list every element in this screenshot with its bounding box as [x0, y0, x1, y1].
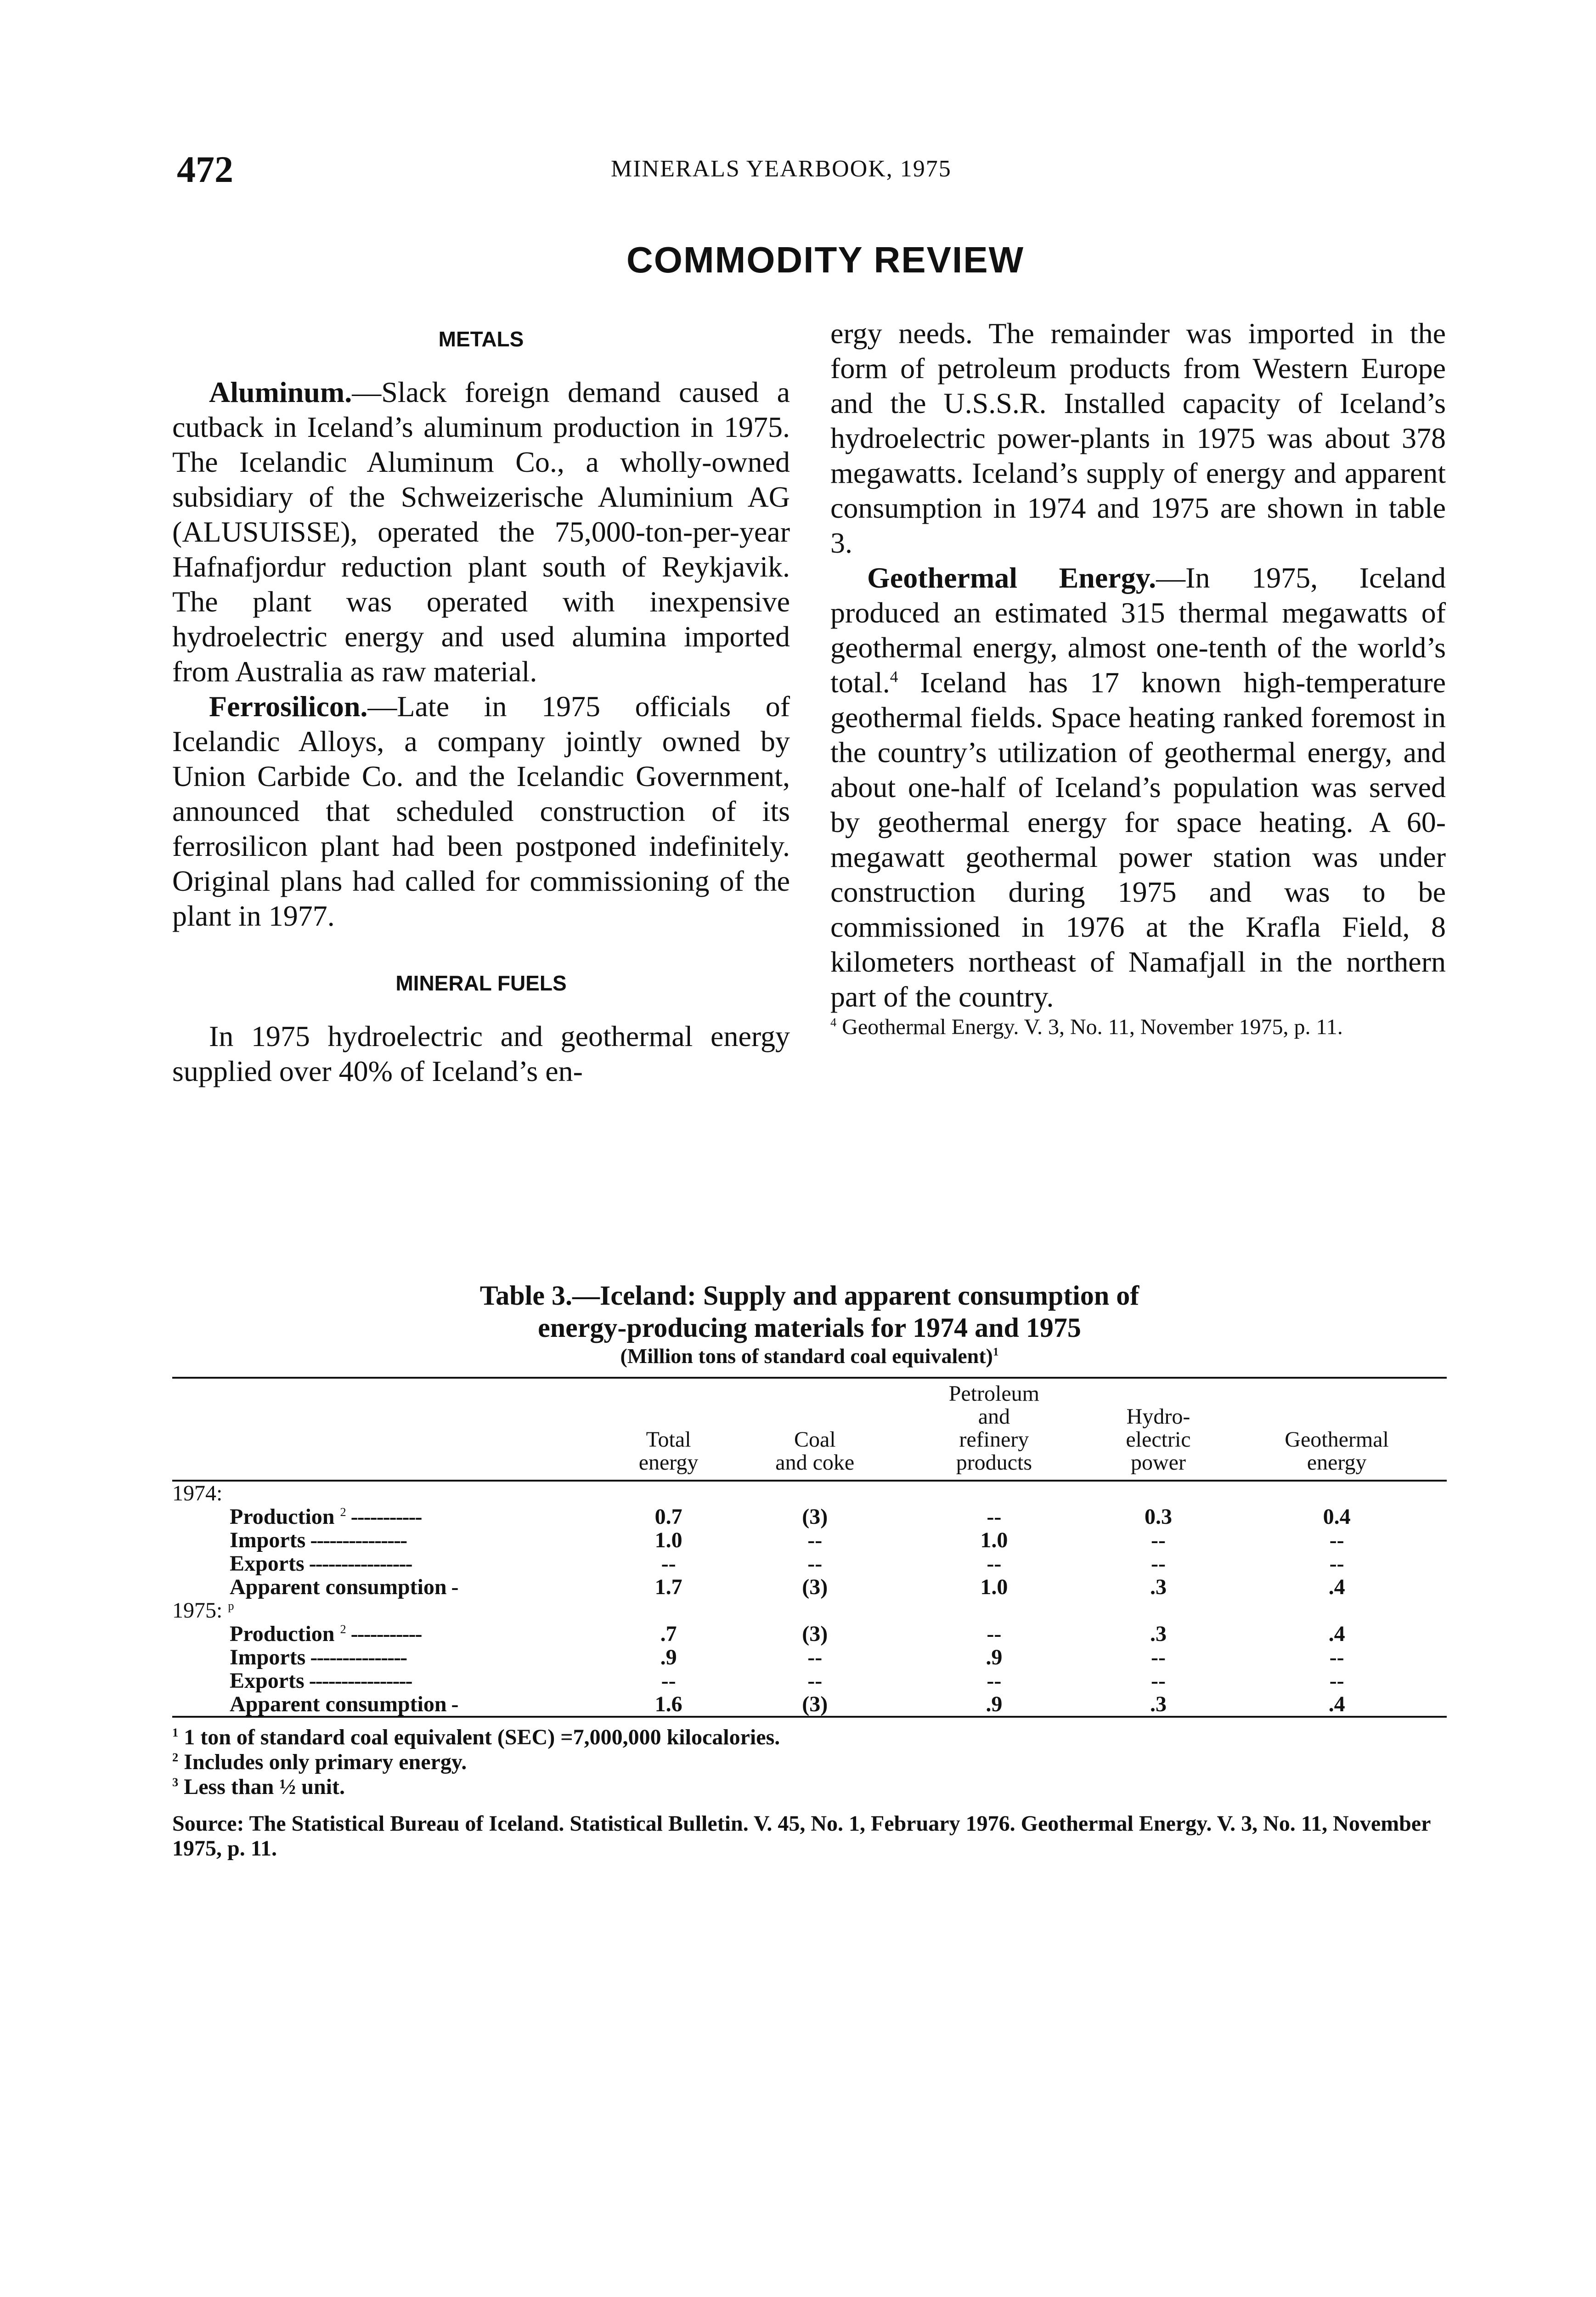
table-cell: --	[807, 1528, 823, 1552]
table-footnote-marker: 3	[172, 1775, 179, 1789]
header-line: Coal	[794, 1427, 836, 1452]
table-source: Source: The Statistical Bureau of Iceland. Statistical Bulletin. V. 45, No. 1, February 1976. Geothermal Energy. V. 3, No. 11, November 1975, p. 11.	[172, 1811, 1431, 1861]
mineral-fuels-heading: MINERAL FUELS	[395, 971, 567, 995]
table-footnote	[172, 1775, 1447, 1799]
dot-leader: -----------	[346, 1505, 422, 1529]
table-footnote	[172, 1750, 1447, 1775]
table-cell: 1.0	[980, 1528, 1008, 1552]
mineral-fuels-continuation: ergy needs. The remainder was imported in the form of petroleum products from Western Europe and the U.S.S.R. Installed capacity of Iceland’s hydroelectric power-plants in 1975 was about 378 megawatts. Iceland’s supply of energy and apparent consumption in 1974 and 1975 are shown in table 3.	[830, 317, 1446, 559]
table-row	[172, 1692, 1447, 1717]
table-row	[172, 1669, 1447, 1692]
geothermal-text-2: Iceland has 17 known high-temperature geothermal fields. Space heating ranked foremost in the country’s utilization of geothermal energy, and about one-half of Iceland’s population was served by geothermal energy for space heating. A 60-megawatt geothermal power station was under construction during 1975 and was to be commissioned in 1976 at the Krafla Field, 8 kilometers northeast of Namafjall in the northern part of the country.	[830, 666, 1446, 1013]
row-label-text: Production	[230, 1622, 335, 1646]
row-label	[172, 1669, 606, 1692]
header-hydroelectric-power	[1090, 1378, 1227, 1481]
running-title: MINERALS YEARBOOK, 1975	[611, 156, 952, 182]
geothermal-text-1: —In 1975, Iceland produced an estimated 315 thermal megawatts of geothermal energy, almost one-tenth of the world’s total.	[830, 561, 1446, 699]
table-footnote	[172, 1725, 1447, 1750]
table-cell: (3)	[802, 1622, 828, 1646]
table-footnote-text: Includes only primary energy.	[178, 1750, 467, 1774]
dot-leader: -	[446, 1575, 458, 1599]
table-row	[172, 1575, 1447, 1599]
table-cell: 0.7	[654, 1505, 682, 1529]
aluminum-label: Aluminum.	[209, 376, 352, 408]
table-cell: --	[1151, 1669, 1166, 1693]
row-label-text: Apparent consumption	[230, 1692, 447, 1716]
footnote-4	[830, 1014, 1446, 1040]
row-label	[172, 1692, 606, 1717]
preliminary-marker: p	[228, 1599, 234, 1612]
table-title-line-1: Table 3.—Iceland: Supply and apparent consumption of	[479, 1280, 1139, 1311]
table-cell: --	[1151, 1528, 1166, 1552]
row-label-text: Imports	[230, 1528, 306, 1552]
ferrosilicon-text: —Late in 1975 officials of Icelandic Alloys, a company jointly owned by Union Carbide Co. and the Icelandic Government, announced that scheduled construction of its ferrosilicon plant had been postponed indefinitely. Original plans had called for commissioning of the plant in 1977.	[172, 690, 790, 932]
year-text: 1974:	[172, 1481, 223, 1505]
year-label	[172, 1599, 606, 1622]
table-footnote-text: Less than ½ unit.	[178, 1775, 345, 1799]
table-cell: .9	[986, 1692, 1003, 1716]
row-label-text: Exports	[230, 1551, 305, 1576]
row-label	[172, 1528, 606, 1552]
table-subtitle-text: (Million tons of standard coal equivalent)	[620, 1344, 993, 1368]
table-cell: (3)	[802, 1575, 828, 1599]
dot-leader: -----------	[346, 1622, 422, 1646]
header-line: and coke	[775, 1450, 855, 1475]
header-line: power	[1131, 1450, 1186, 1475]
table-3	[172, 1279, 1447, 1861]
header-line: Hydro-	[1126, 1404, 1190, 1429]
mineral-fuels-intro: In 1975 hydroelectric and geothermal energy supplied over 40% of Iceland’s en-	[172, 1020, 790, 1087]
row-label-text: Exports	[230, 1669, 305, 1693]
row-label	[172, 1622, 606, 1646]
table-row	[172, 1528, 1447, 1552]
header-blank	[172, 1378, 606, 1481]
table-cell: .4	[1328, 1622, 1345, 1646]
table-cell: (3)	[802, 1692, 828, 1716]
table-cell: --	[987, 1669, 1002, 1693]
table-subtitle-footnote-ref: 1	[993, 1345, 999, 1358]
table-cell: 1.0	[654, 1528, 682, 1552]
table-cell: 1.6	[654, 1692, 682, 1716]
row-label	[172, 1552, 606, 1575]
table-cell: (3)	[802, 1505, 828, 1529]
table-cell: .7	[660, 1622, 677, 1646]
dot-leader: ---------------	[305, 1528, 407, 1552]
table-header-row	[172, 1378, 1447, 1481]
table-cell: 0.3	[1144, 1505, 1172, 1529]
header-coal-and-coke	[732, 1378, 898, 1481]
header-line: and	[978, 1404, 1010, 1429]
ferrosilicon-paragraph	[172, 689, 790, 934]
table-footnote-marker: 1	[172, 1726, 179, 1739]
table-cell: --	[1151, 1645, 1166, 1669]
row-label-text: Imports	[230, 1645, 306, 1669]
aluminum-text: —Slack foreign demand caused a cutback in Iceland’s aluminum production in 1975. The Icelandic Aluminum Co., a wholly-owned subsidiary of the Schweizerische Aluminium AG (ALUSUISSE), operated the 75,000-ton-per-year Hafnafjordur reduction plant south of Reykjavik. The plant was operated with inexpensive hydroelectric energy and used alumina imported from Australia as raw material.	[172, 376, 790, 688]
table-cell: --	[1329, 1551, 1344, 1576]
row-footnote-ref: 2	[340, 1622, 346, 1636]
year-label	[172, 1481, 606, 1505]
header-line: energy	[638, 1450, 699, 1475]
geothermal-paragraph	[830, 560, 1446, 1014]
header-petroleum-products	[898, 1378, 1090, 1481]
table-cell: --	[807, 1645, 823, 1669]
table-title-line-2: energy-producing materials for 1974 and 1975	[538, 1313, 1081, 1343]
header-line: Geothermal	[1285, 1427, 1389, 1452]
row-footnote-ref: 2	[340, 1505, 346, 1519]
header-line: refinery	[959, 1427, 1029, 1452]
table-row	[172, 1505, 1447, 1528]
table-cell: 1.7	[654, 1575, 682, 1599]
metals-heading: METALS	[438, 327, 524, 351]
footnote-4-text: Geothermal Energy. V. 3, No. 11, November 1975, p. 11.	[836, 1015, 1343, 1039]
table-cell: --	[987, 1551, 1002, 1576]
page-number: 472	[177, 148, 233, 190]
row-label	[172, 1505, 606, 1528]
energy-table	[172, 1377, 1447, 1718]
table-cell: .3	[1150, 1692, 1167, 1716]
table-title	[172, 1279, 1447, 1344]
header-line: Total	[646, 1427, 691, 1452]
table-footnote-text: 1 ton of standard coal equivalent (SEC) =7,000,000 kilocalories.	[178, 1725, 780, 1749]
ferrosilicon-label: Ferrosilicon.	[209, 690, 368, 723]
table-cell: --	[987, 1505, 1002, 1529]
table-cell: 1.0	[980, 1575, 1008, 1599]
table-footnote-marker: 2	[172, 1750, 179, 1764]
table-cell: 0.4	[1323, 1505, 1351, 1529]
table-cell: .9	[986, 1645, 1003, 1669]
header-line: products	[956, 1450, 1032, 1475]
left-column	[172, 303, 790, 1089]
footnote-ref-4: 4	[890, 668, 898, 686]
header-geothermal-energy	[1227, 1378, 1447, 1481]
table-cell: .4	[1328, 1692, 1345, 1716]
table-row	[172, 1552, 1447, 1575]
row-label-text: Apparent consumption	[230, 1575, 447, 1599]
right-column	[830, 316, 1446, 1040]
dot-leader: ---------------	[305, 1645, 407, 1669]
table-cell: --	[661, 1669, 676, 1693]
row-label	[172, 1575, 606, 1599]
table-cell: --	[661, 1551, 676, 1576]
year-row	[172, 1599, 1447, 1622]
table-subtitle	[172, 1344, 1447, 1369]
table-notes	[172, 1725, 1447, 1799]
table-row	[172, 1622, 1447, 1646]
table-cell: .3	[1150, 1622, 1167, 1646]
geothermal-label: Geothermal Energy.	[867, 561, 1156, 594]
row-label-text: Production	[230, 1505, 335, 1529]
table-cell: --	[807, 1669, 823, 1693]
table-cell: .3	[1150, 1575, 1167, 1599]
table-cell: .4	[1328, 1575, 1345, 1599]
table-cell: --	[987, 1622, 1002, 1646]
header-total-energy	[606, 1378, 732, 1481]
dot-leader: ----------------	[304, 1551, 412, 1576]
table-body	[172, 1481, 1447, 1717]
header-line: Petroleum	[948, 1381, 1039, 1406]
header-line: electric	[1126, 1427, 1191, 1452]
aluminum-paragraph	[172, 375, 790, 689]
table-cell: --	[807, 1551, 823, 1576]
table-cell: --	[1329, 1645, 1344, 1669]
table-cell: --	[1151, 1551, 1166, 1576]
footnote-marker-4: 4	[830, 1015, 837, 1029]
dot-leader: ----------------	[304, 1669, 412, 1693]
table-row	[172, 1646, 1447, 1669]
table-cell: .9	[660, 1645, 677, 1669]
dot-leader: -	[446, 1692, 458, 1716]
row-label	[172, 1646, 606, 1669]
year-text: 1975:	[172, 1598, 223, 1623]
header-line: energy	[1307, 1450, 1367, 1475]
year-row	[172, 1481, 1447, 1505]
table-cell: --	[1329, 1669, 1344, 1693]
table-cell: --	[1329, 1528, 1344, 1552]
section-title: COMMODITY REVIEW	[626, 239, 1025, 280]
